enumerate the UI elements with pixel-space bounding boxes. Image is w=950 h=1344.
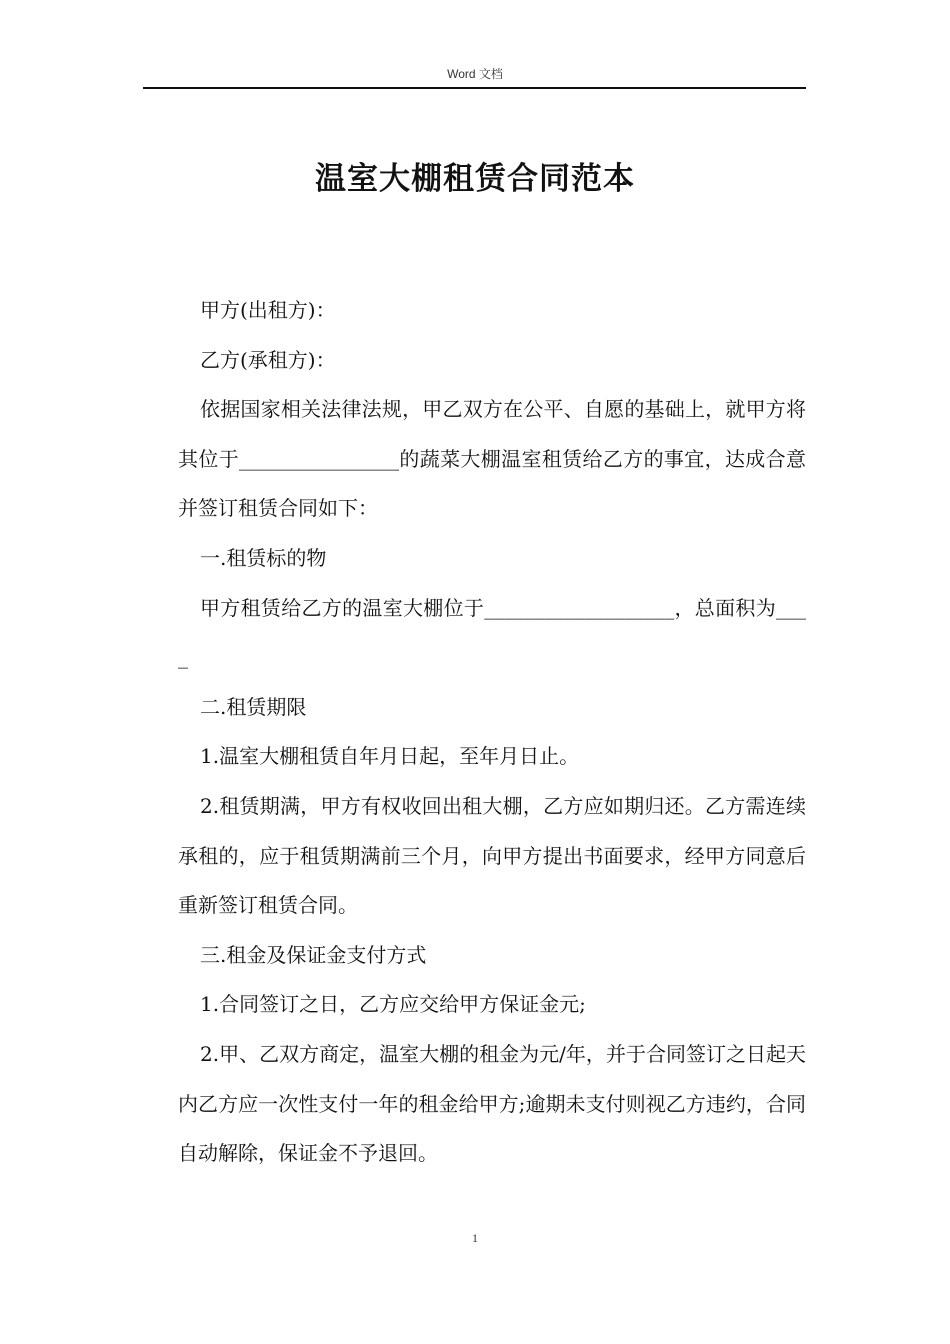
document-body bbox=[178, 286, 806, 1179]
document-title: 温室大棚租赁合同范本 bbox=[315, 161, 635, 197]
party-a-line: 甲方(出租方)： bbox=[200, 298, 336, 322]
payment-clause-2: 2.甲、乙双方商定，温室大棚的租金为元/年，并于合同签订之日起天内乙方应一次性支付一年的租金给甲方;逾期未支付则视乙方违约，合同自动解除，保证金不予退回。 bbox=[178, 1041, 806, 1166]
payment-clause-1: 1.合同签订之日，乙方应交给甲方保证金元; bbox=[200, 992, 586, 1017]
section-heading-payment: 三.租金及保证金支付方式 bbox=[200, 942, 427, 967]
page-number: 1 bbox=[472, 1231, 478, 1245]
preamble-paragraph: 依据国家相关法律法规，甲乙双方在公平、自愿的基础上，就甲方将其位于________________的蔬菜大棚温室租赁给乙方的事宜，达成合意并签订租赁合同如下： bbox=[178, 397, 806, 521]
section-heading-term: 二.租赁期限 bbox=[200, 694, 307, 719]
party-b-line: 乙方(承租方)： bbox=[200, 347, 336, 372]
term-clause-2: 2.租赁期满，甲方有权收回出租大棚，乙方应如期归还。乙方需连续承租的，应于租赁期满前三个月，向甲方提出书面要求，经甲方同意后重新签订租赁合同。 bbox=[178, 793, 806, 918]
subject-location-paragraph: 甲方租赁给乙方的温室大棚位于___________________，总面积为____ bbox=[178, 595, 806, 670]
section-heading-subject: 一.租赁标的物 bbox=[200, 545, 327, 570]
header-divider bbox=[143, 87, 806, 89]
page-header-label: Word 文档 bbox=[447, 67, 503, 81]
term-clause-1: 1.温室大棚租赁自年月日起，至年月日止。 bbox=[200, 744, 580, 769]
